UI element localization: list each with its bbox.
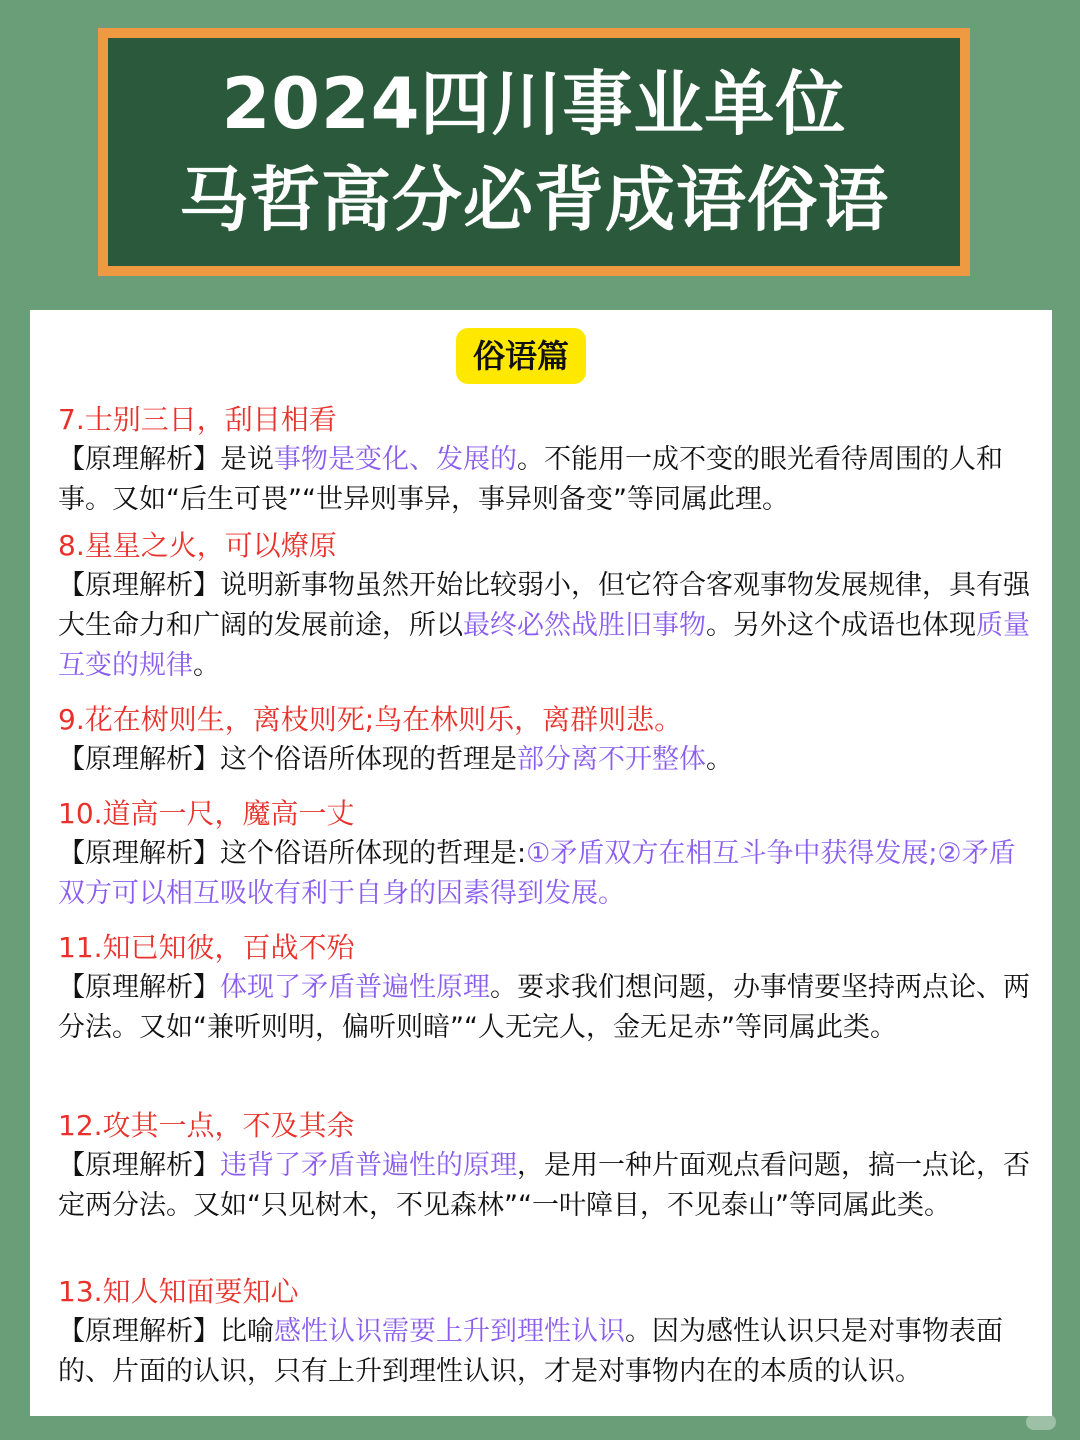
entry-7 [58,400,1038,520]
body-text: 。要求我们想问题，办事情要坚持两点论、两分法。又如“兼听则明，偏听则暗”“人无完人，金无足赤”等同属此类。 [58,972,1030,1043]
analysis-label: 【原理解析】 [58,1316,220,1347]
body-text: 。 [706,744,733,775]
entry-title: 9.花在树则生，离枝则死;鸟在林则乐，离群则悲。 [58,703,683,736]
entry-9 [58,700,1038,780]
analysis-label: 【原理解析】 [58,444,220,475]
entry-8 [58,526,1038,686]
entry-title: 11.知已知彼，百战不殆 [58,931,355,964]
entry-title: 7.士别三日，刮目相看 [58,403,337,436]
analysis-label: 【原理解析】 [58,744,220,775]
highlight-text: 最终必然战胜旧事物 [463,610,706,641]
section-badge: 俗语篇 [456,328,586,384]
entry-body [58,440,1038,520]
body-text: 。另外这个成语也体现 [706,610,976,641]
entry-12 [58,1106,1038,1226]
analysis-label: 【原理解析】 [58,1150,220,1181]
entry-11 [58,928,1038,1048]
content-card [30,310,1052,1416]
body-text: 。 [193,650,220,681]
highlight-text: 质量互变的规律 [58,610,1030,681]
entry-13 [58,1272,1038,1392]
entry-body [58,1146,1038,1226]
highlight-text: 体现了矛盾普遍性原理 [220,972,490,1003]
entry-body [58,566,1038,686]
watermark-icon [1026,1414,1056,1430]
entry-body [58,834,1038,914]
entry-title: 10.道高一尺，魔高一丈 [58,797,355,830]
body-text: 。不能用一成不变的眼光看待周围的人和事。又如“后生可畏”“世异则事异，事异则备变”等同属此理。 [58,444,1003,515]
body-text: 这个俗语所体现的哲理是: [220,838,527,869]
entry-body [58,968,1038,1048]
entry-title: 12.攻其一点，不及其余 [58,1109,355,1142]
body-text: 比喻 [220,1316,274,1347]
analysis-label: 【原理解析】 [58,972,220,1003]
entry-title: 8.星星之火，可以燎原 [58,529,337,562]
entry-body [58,740,1038,780]
title-line-1: 2024四川事业单位 [221,63,847,145]
entry-title: 13.知人知面要知心 [58,1275,299,1308]
highlight-text: 感性认识需要上升到理性认识 [274,1316,625,1347]
title-line-2: 马哲高分必背成语俗语 [179,159,889,241]
body-text: 。因为感性认识只是对事物表面的、片面的认识，只有上升到理性认识，才是对事物内在的本质的认识。 [58,1316,1003,1387]
analysis-label: 【原理解析】 [58,570,220,601]
body-text: 说明新事物虽然开始比较弱小，但它符合客观事物发展规律，具有强大生命力和广阔的发展前途，所以 [58,570,1030,641]
entry-body [58,1312,1038,1392]
entry-10 [58,794,1038,914]
highlight-text: ①矛盾双方在相互斗争中获得发展;②矛盾双方可以相互吸收有利于自身的因素得到发展。 [58,838,1016,909]
highlight-text: 违背了矛盾普遍性的原理 [220,1150,517,1181]
analysis-label: 【原理解析】 [58,838,220,869]
highlight-text: 事物是变化、发展的 [274,444,517,475]
body-text: ，是用一种片面观点看问题，搞一点论，否定两分法。又如“只见树木，不见森林”“一叶障目，不见泰山”等同属此类。 [58,1150,1030,1221]
body-text: 这个俗语所体现的哲理是 [220,744,517,775]
body-text: 是说 [220,444,274,475]
highlight-text: 部分离不开整体 [517,744,706,775]
title-board [98,28,970,276]
